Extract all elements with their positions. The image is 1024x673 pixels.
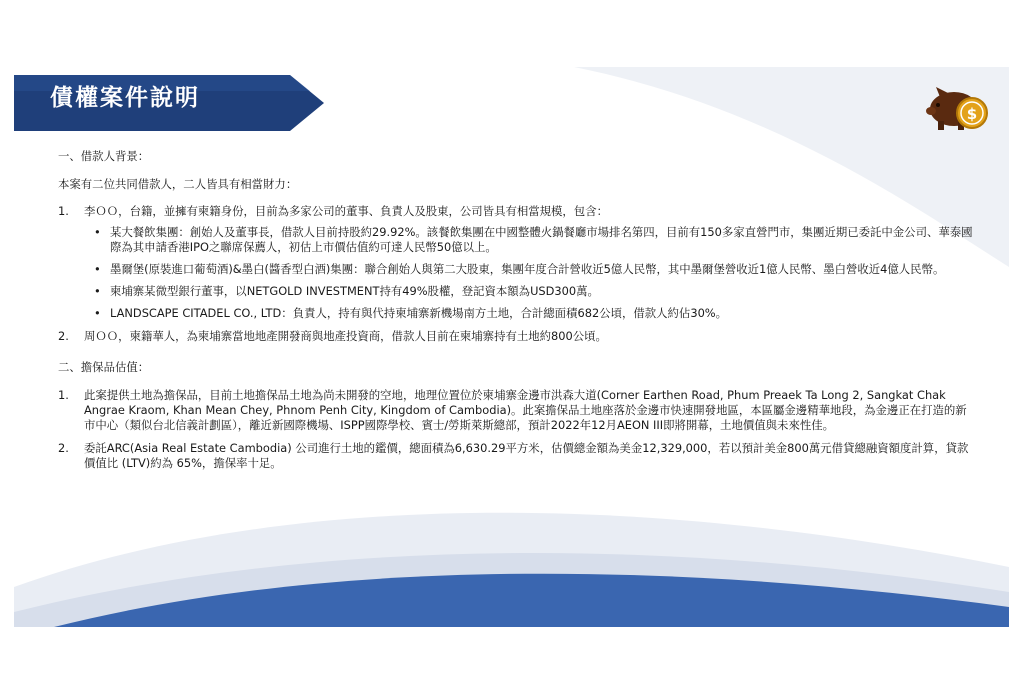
item-text: 委託ARC(Asia Real Estate Cambodia) 公司進行土地的鑑價，總面積為6,630.29平方米，估價總金額為美金12,329,000，若以預計美金800萬元借貸總融資額度計算，貸款價值比 (LTV)約為 65%，擔保率十足。 — [84, 441, 969, 470]
borrower-item-1 — [58, 204, 978, 321]
page-title: 債權案件說明 — [50, 85, 200, 111]
bullet-icon: • — [94, 284, 101, 298]
item-number: 2. — [58, 329, 69, 343]
list-item-text: LANDSCAPE CITADEL CO., LTD：負責人，持有與代持柬埔寨新機場南方土地，合計總面積682公頃，借款人約佔30%。 — [110, 306, 728, 320]
svg-text:$: $ — [966, 105, 978, 123]
list-item-text: 某大餐飲集團：創始人及董事長，借款人目前持股約29.92%。該餐飲集團在中國整體火鍋餐廳市場排名第四，目前有150多家直營門市，集團近期已委託中金公司、華泰國際為其申請香港IPO之聯席保薦人，初估上市價估值約可達人民幣50億以上。 — [110, 225, 973, 254]
item-text: 周ＯＯ，柬籍華人，為柬埔寨當地地產開發商與地產投資商，借款人目前在柬埔寨持有土地約800公頃。 — [84, 329, 607, 343]
slide — [14, 67, 1009, 627]
collateral-item-1 — [58, 388, 978, 433]
item-text: 此案提供土地為擔保品，目前土地擔保品土地為尚未開發的空地，地理位置位於柬埔寨金邊市洪森大道(Corner Earthen Road, Phum Preaek Ta Long 2, Sangkat Chak Angrae Kraom, Khan Mean Chey, Phnom Penh City, Kingdom of Cambodia)。此案擔保品土地座落於金邊市快速開發地區，本區屬金邊精華地段，為金邊正在打造的新市中心（類似台北信義計劃區），離近新國際機場、ISPP國際學校、賓士/勞斯萊斯總部，預計2022年12月AEON III即將開幕，土地價值與未來性佳。 — [84, 388, 967, 432]
item-number: 1. — [58, 388, 69, 402]
section-2-heading: 二、擔保品估值： — [58, 360, 150, 374]
list-item-text: 柬埔寨某微型銀行董事，以NETGOLD INVESTMENT持有49%股權，登記資本額為USD300萬。 — [110, 284, 599, 298]
item-number: 1. — [58, 204, 69, 218]
item-number: 2. — [58, 441, 69, 455]
list-item-text: 墨爾堡(原裝進口葡萄酒)&墨白(醬香型白酒)集團：聯合創始人與第二大股東，集團年度合計營收近5億人民幣，其中墨爾堡營收近1億人民幣、墨白營收近4億人民幣。 — [110, 262, 945, 276]
bullet-icon: • — [94, 225, 101, 239]
section-1-intro: 本案有二位共同借款人，二人皆具有相當財力： — [58, 177, 298, 191]
content-body — [58, 149, 978, 479]
bullet-icon: • — [94, 262, 101, 276]
section-1-heading: 一、借款人背景： — [58, 149, 150, 163]
collateral-item-2 — [58, 441, 978, 471]
list-item — [84, 284, 978, 299]
bullet-list — [84, 225, 978, 321]
list-item — [84, 225, 978, 255]
item-text: 李ＯＯ，台籍，並擁有柬籍身份，目前為多家公司的董事、負責人及股東，公司皆具有相當規模，包含： — [84, 204, 608, 218]
borrower-item-2 — [58, 329, 978, 344]
piggy-bank-coin-icon — [926, 79, 992, 135]
list-item — [84, 262, 978, 277]
list-item — [84, 306, 978, 321]
bullet-icon: • — [94, 306, 101, 320]
